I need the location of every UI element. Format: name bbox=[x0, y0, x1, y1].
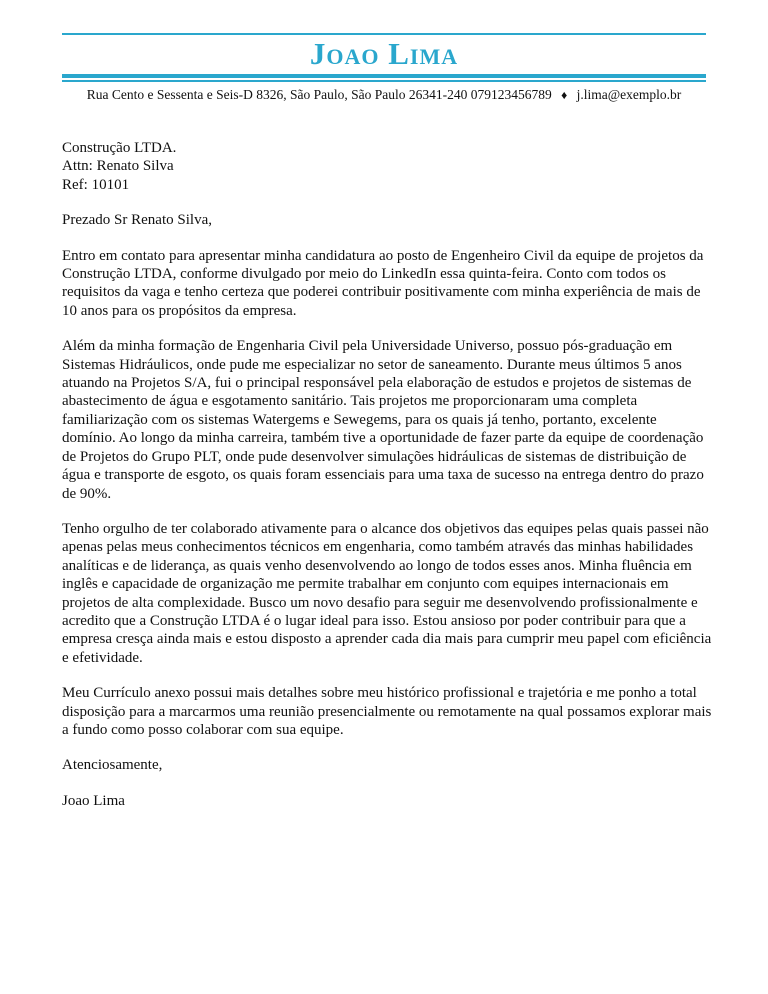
greeting: Prezado Sr Renato Silva, bbox=[62, 212, 212, 229]
header-thin-rule bbox=[62, 80, 706, 82]
paragraph-intro: Entro em contato para apresentar minha candidatura ao posto de Engenheiro Civil da equipe de projetos da Construção LTDA, conforme divulgado por meio do LinkedIn essa quinta-feira. Conto com todos os requisitos da vaga e tenho certeza que poderei contribuir positivamente com minha experiência de mais de 10 anos para os propósitos da empresa. bbox=[62, 247, 704, 319]
contact-line bbox=[62, 86, 706, 104]
paragraph-skills: Tenho orgulho de ter colaborado ativamente para o alcance dos objetivos das equipes pelas quais passei não apenas pelas meus conhecimentos técnicos em engenharia, como também através das minhas habilidades analíticas e de liderança, as quais venho desenvolvendo ao longo de todos esses anos. Minha fluência em inglês e capacidade de organização me permite trabalhar em conjunto com equipes internacionais em projetos de alta complexidade. Busco um novo desafio para seguir me desenvolvendo profissionalmente e acredito que a Construção LTDA é o lugar ideal para isso. Estou ansioso por poder contribuir para que a empresa cresça ainda mais e estou disposto a aprender cada dia mais para cumprir meu papel com eficiência e efetividade. bbox=[62, 520, 712, 666]
recipient-company: Construção LTDA. bbox=[62, 140, 177, 156]
contact-address: Rua Cento e Sessenta e Seis-D 8326, São Paulo, São Paulo 26341-240 079123456789 bbox=[86, 87, 552, 102]
recipient-attn: Attn: Renato Silva bbox=[62, 158, 174, 175]
signature: Joao Lima bbox=[62, 792, 125, 809]
closing-salutation: Atenciosamente, bbox=[62, 757, 163, 774]
contact-email: j.lima@exemplo.br bbox=[576, 87, 682, 102]
paragraph-closing: Meu Currículo anexo possui mais detalhes sobre meu histórico profissional e trajetória e me ponho a total disposição para a marcarmos uma reunião presencialmente ou remotamente na qual possamos explorar mais a fundo como posso colaborar com sua equipe. bbox=[62, 685, 712, 738]
applicant-name: Joao Lima bbox=[309, 36, 459, 71]
header-top-rule bbox=[62, 33, 706, 35]
recipient-block bbox=[62, 139, 712, 194]
paragraph-experience: Além da minha formação de Engenharia Civil pela Universidade Universo, possuo pós-graduação em Sistemas Hidráulicos, onde pude me especializar no setor de saneamento. Durante meus últimos 5 anos atuando na Projetos S/A, fui o principal responsável pela elaboração de estudos e projetos de sistemas de abastecimento de água e esgotamento sanitário. Tais projetos me proporcionaram uma completa familiarização com os sistemas Watergems e Sewegems, para os quais já tenho, portanto, excelente domínio. Ao longo da minha carreira, também tive a oportunidade de fazer parte da equipe de coordenação de Projetos do Grupo PLT, onde pude desenvolver simulações hidráulicas de sistemas de distribuição de água e transporte de esgoto, os quais foram essenciais para uma taxa de sucesso na entrega dentro do prazo de 90%. bbox=[62, 338, 704, 502]
header-thick-rule bbox=[62, 74, 706, 78]
letter-body bbox=[62, 139, 712, 810]
diamond-icon: ♦ bbox=[561, 88, 568, 102]
recipient-ref: Ref: 10101 bbox=[62, 176, 130, 193]
